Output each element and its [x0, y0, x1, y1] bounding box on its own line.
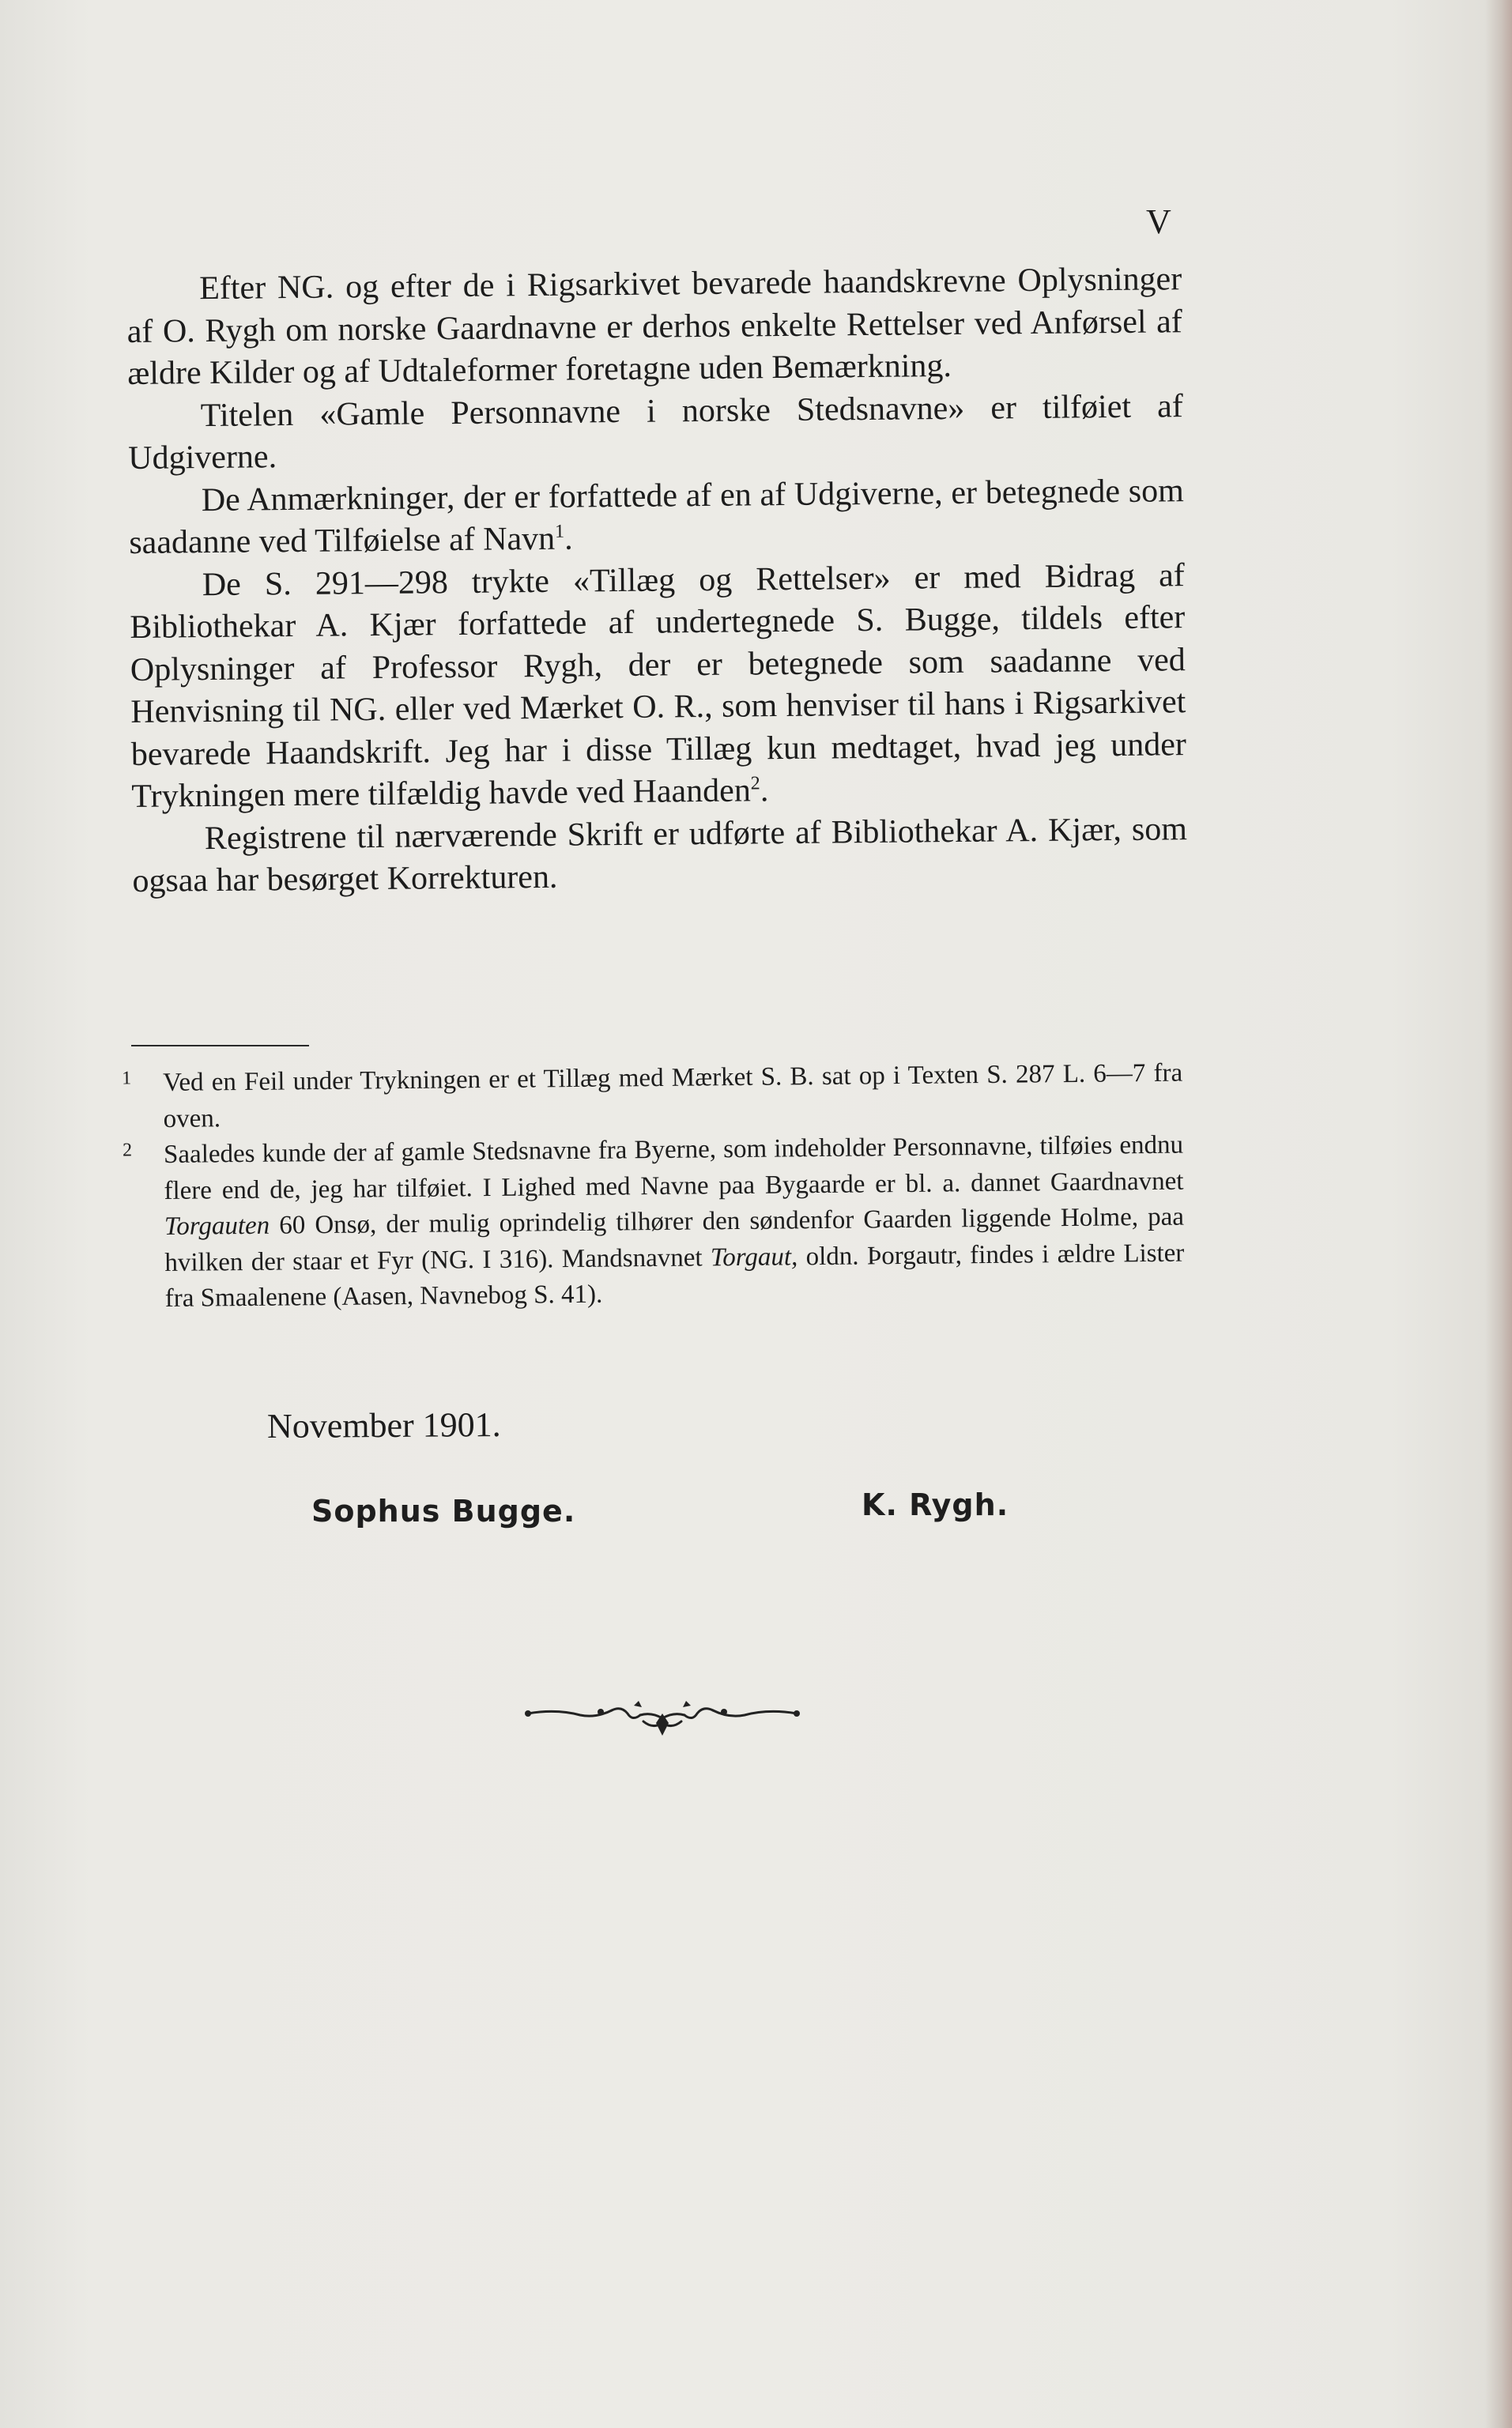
- footnote-italic-personname: Torgaut,: [710, 1242, 798, 1272]
- footnote-text: 60 Onsø, der mulig oprindelig tilhører den søndenfor Gaarden liggende Holme, paa hvilken der staar et Fyr (NG. I 316). Mandsnavnet: [164, 1202, 1185, 1277]
- paragraph-2: Titelen «Gamle Personnavne i norske Stedsnavne» er tilføiet af Udgiverne.: [128, 387, 1183, 477]
- printers-ornament-icon: [525, 1698, 800, 1739]
- footnotes: [122, 1056, 1185, 1318]
- paragraph-5: Registrene til nærværende Skrift er udførte af Bibliothekar A. Kjær, som ogsaa har besørget Korrekturen.: [132, 810, 1188, 899]
- page-number: V: [1146, 202, 1172, 241]
- paragraph-3: [129, 470, 1185, 565]
- footnote-2: [123, 1128, 1185, 1318]
- footnote-italic-placename: Torgauten: [164, 1211, 270, 1241]
- body-text: [126, 258, 1188, 903]
- footnote-marker: 2: [122, 1140, 133, 1161]
- paragraph-3-end: .: [564, 520, 573, 557]
- paragraph-4-text: De S. 291—298 trykte «Tillæg og Rettelser» er med Bidrag af Bibliothekar A. Kjær forfattede af undertegnede S. Bugge, tildels efter Oplysninger af Professor Rygh, der er betegnede som saadanne ved Henvisning til NG. eller ved Mærket O. R., som henviser til hans i Rigsarkivet bevarede Haandskrift. Jeg har i disse Tillæg kun medtaget, hvad jeg under Trykningen mere tilfældig havde ved Haanden: [130, 556, 1187, 815]
- footnote-text: oldn. Þorgautr, findes i ældre Lister fra Smaalenene (Aasen, Navnebog S. 41).: [164, 1239, 1185, 1313]
- paragraph-4-end: .: [760, 772, 769, 809]
- footnote-ref-1: 1: [554, 521, 565, 542]
- paragraph-3-text: De Anmærkninger, der er forfattede af en af Udgiverne, er betegnede som saadanne ved Tilføielse af Navn: [129, 472, 1184, 561]
- signature-rygh: K. Rygh.: [862, 1487, 1009, 1522]
- page-edge-shadow: [1485, 0, 1512, 2428]
- footnote-text: Ved en Feil under Trykningen er et Tillæg med Mærket S. B. sat op i Texten S. 287 L. 6—7 fra oven.: [163, 1058, 1183, 1133]
- footnote-ref-2: 2: [750, 773, 760, 794]
- date-line: November 1901.: [266, 1404, 501, 1446]
- footnote-divider: [131, 1045, 309, 1046]
- footnote-text: Saaledes kunde der af gamle Stedsnavne fra Byerne, som indeholder Personnavne, tilføies endnu flere end de, jeg har tilføiet. I Lighed med Navne paa Bygaarde er bl. a. dannet Gaardnavnet: [163, 1130, 1184, 1205]
- paragraph-1: Efter NG. og efter de i Rigsarkivet bevarede haandskrevne Oplysninger af O. Rygh om norske Gaardnavne er derhos enkelte Rettelser ved Anførsel af ældre Kilder og af Udtaleformer foretagne uden Bemærkning.: [126, 261, 1182, 392]
- paragraph-4: [130, 555, 1187, 819]
- footnote-1: [122, 1056, 1183, 1138]
- footnote-marker: 1: [122, 1068, 132, 1089]
- signature-bugge: Sophus Bugge.: [311, 1494, 576, 1529]
